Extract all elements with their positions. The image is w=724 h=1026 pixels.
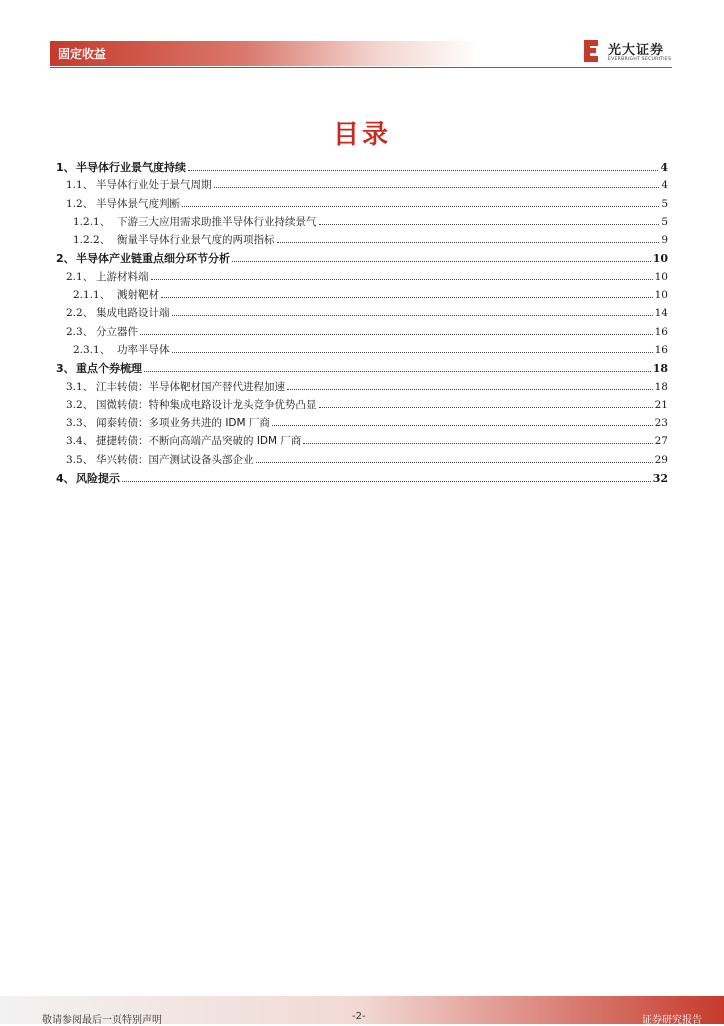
toc-entry-page: 16: [654, 343, 668, 356]
toc-entry-page: 16: [654, 325, 668, 338]
toc-entry-page: 21: [654, 398, 668, 411]
toc-leader-dots: [144, 371, 651, 372]
toc-entry-number: 2、: [56, 252, 75, 266]
toc-leader-dots: [232, 261, 651, 262]
toc-entry-number: 1.1、: [66, 179, 94, 192]
toc-entry-page: 18: [652, 362, 668, 376]
toc-leader-dots: [214, 187, 660, 188]
company-logo: [582, 38, 674, 66]
toc-entry[interactable]: [56, 324, 668, 342]
toc-entry-page: 29: [654, 453, 668, 466]
section-label: 固定收益: [58, 47, 107, 61]
page-number: -2-: [352, 1011, 366, 1022]
toc-entry-title: 国微转债：特种集成电路设计龙头竞争优势凸显: [96, 398, 317, 411]
toc-leader-dots: [140, 334, 653, 335]
toc-entry[interactable]: [56, 232, 668, 250]
toc-entry-title: 半导体行业处于景气周期: [96, 179, 212, 192]
everbright-logo-icon: [582, 39, 600, 63]
toc-entry-number: 3.3、: [66, 417, 94, 430]
toc-leader-dots: [272, 425, 653, 426]
toc-entry-title: 衡量半导体行业景气度的两项指标: [117, 234, 275, 247]
toc-entry-page: 4: [660, 161, 668, 174]
toc-entry-title: 风险提示: [76, 472, 120, 486]
toc-entry-number: 1.2.1、: [73, 215, 111, 228]
toc-entry-title: 半导体景气度判断: [96, 197, 180, 210]
toc-leader-dots: [172, 315, 653, 316]
toc-entry-number: 3、: [56, 362, 75, 376]
toc-entry-number: 3.5、: [66, 453, 94, 466]
toc-entry[interactable]: [56, 159, 668, 177]
toc-entry[interactable]: [56, 470, 668, 488]
toc-entry-title: 功率半导体: [117, 343, 170, 356]
toc-entry[interactable]: [56, 287, 668, 305]
toc-entry-page: 10: [654, 289, 668, 302]
toc-leader-dots: [182, 206, 659, 207]
toc-entry-page: 5: [661, 215, 668, 228]
toc-entry-number: 2.3、: [66, 325, 94, 338]
toc-entry-page: 10: [652, 252, 668, 266]
toc-entry[interactable]: [56, 214, 668, 232]
toc-entry[interactable]: [56, 250, 668, 268]
toc-entry-title: 闻泰转债：多项业务共进的 IDM 厂商: [96, 417, 270, 430]
toc-leader-dots: [256, 462, 653, 463]
toc-entry[interactable]: [56, 177, 668, 195]
footer-disclaimer: 敬请参阅最后一页特别声明: [42, 1015, 162, 1026]
toc-leader-dots: [122, 481, 651, 482]
toc-entry[interactable]: [56, 342, 668, 360]
toc-entry-title: 重点个券梳理: [76, 362, 142, 376]
toc-leader-dots: [277, 242, 660, 243]
table-of-contents: [56, 159, 668, 488]
toc-entry-title: 半导体产业链重点细分环节分析: [76, 252, 230, 266]
toc-leader-dots: [319, 224, 660, 225]
toc-entry-number: 2.2、: [66, 307, 94, 320]
toc-entry[interactable]: [56, 269, 668, 287]
toc-entry[interactable]: [56, 452, 668, 470]
toc-entry-number: 4、: [56, 472, 75, 486]
toc-entry-title: 溅射靶材: [117, 289, 159, 302]
toc-entry-number: 1、: [56, 161, 75, 174]
toc-entry-number: 1.2.2、: [73, 234, 111, 247]
toc-entry-page: 9: [661, 234, 668, 247]
toc-entry-page: 23: [654, 417, 668, 430]
toc-entry-title: 江丰转债：半导体靶材国产替代进程加速: [96, 380, 285, 393]
footer-report-type: 证券研究报告: [642, 1015, 702, 1026]
toc-entry-title: 半导体行业景气度持续: [76, 161, 186, 174]
toc-entry-title: 集成电路设计端: [96, 307, 170, 320]
toc-leader-dots: [151, 279, 653, 280]
header-divider: [50, 67, 672, 68]
toc-entry-number: 3.1、: [66, 380, 94, 393]
toc-entry-page: 27: [654, 435, 668, 448]
toc-entry-page: 18: [654, 380, 668, 393]
toc-entry-page: 32: [652, 472, 668, 486]
toc-entry-title: 分立器件: [96, 325, 138, 338]
header-band: [50, 41, 480, 66]
logo-name-en: EVERBRIGHT SECURITIES: [608, 57, 672, 62]
toc-entry-title: 捷捷转债：不断向高端产品突破的 IDM 厂商: [96, 435, 302, 448]
toc-entry[interactable]: [56, 379, 668, 397]
toc-entry-page: 10: [654, 270, 668, 283]
toc-entry-number: 1.2、: [66, 197, 94, 210]
toc-leader-dots: [172, 352, 653, 353]
toc-entry[interactable]: [56, 360, 668, 378]
toc-entry-page: 5: [661, 197, 668, 210]
toc-leader-dots: [319, 407, 653, 408]
toc-entry-title: 下游三大应用需求助推半导体行业持续景气: [117, 215, 317, 228]
toc-title: 目录: [332, 120, 391, 150]
toc-entry-number: 3.4、: [66, 435, 94, 448]
toc-entry[interactable]: [56, 305, 668, 323]
toc-entry-title: 华兴转债：国产测试设备头部企业: [96, 453, 254, 466]
toc-leader-dots: [287, 389, 653, 390]
toc-entry-page: 14: [654, 307, 668, 320]
toc-entry-page: 4: [661, 179, 668, 192]
toc-entry[interactable]: [56, 196, 668, 214]
toc-entry[interactable]: [56, 397, 668, 415]
toc-entry-number: 2.3.1、: [73, 343, 111, 356]
toc-entry[interactable]: [56, 415, 668, 433]
logo-name-cn: 光大证券: [608, 43, 665, 58]
toc-entry[interactable]: [56, 433, 668, 451]
toc-entry-number: 2.1.1、: [73, 289, 111, 302]
toc-entry-title: 上游材料端: [96, 270, 149, 283]
toc-leader-dots: [188, 170, 658, 171]
toc-entry-number: 3.2、: [66, 398, 94, 411]
toc-leader-dots: [303, 443, 652, 444]
toc-entry-number: 2.1、: [66, 270, 94, 283]
toc-leader-dots: [161, 297, 653, 298]
